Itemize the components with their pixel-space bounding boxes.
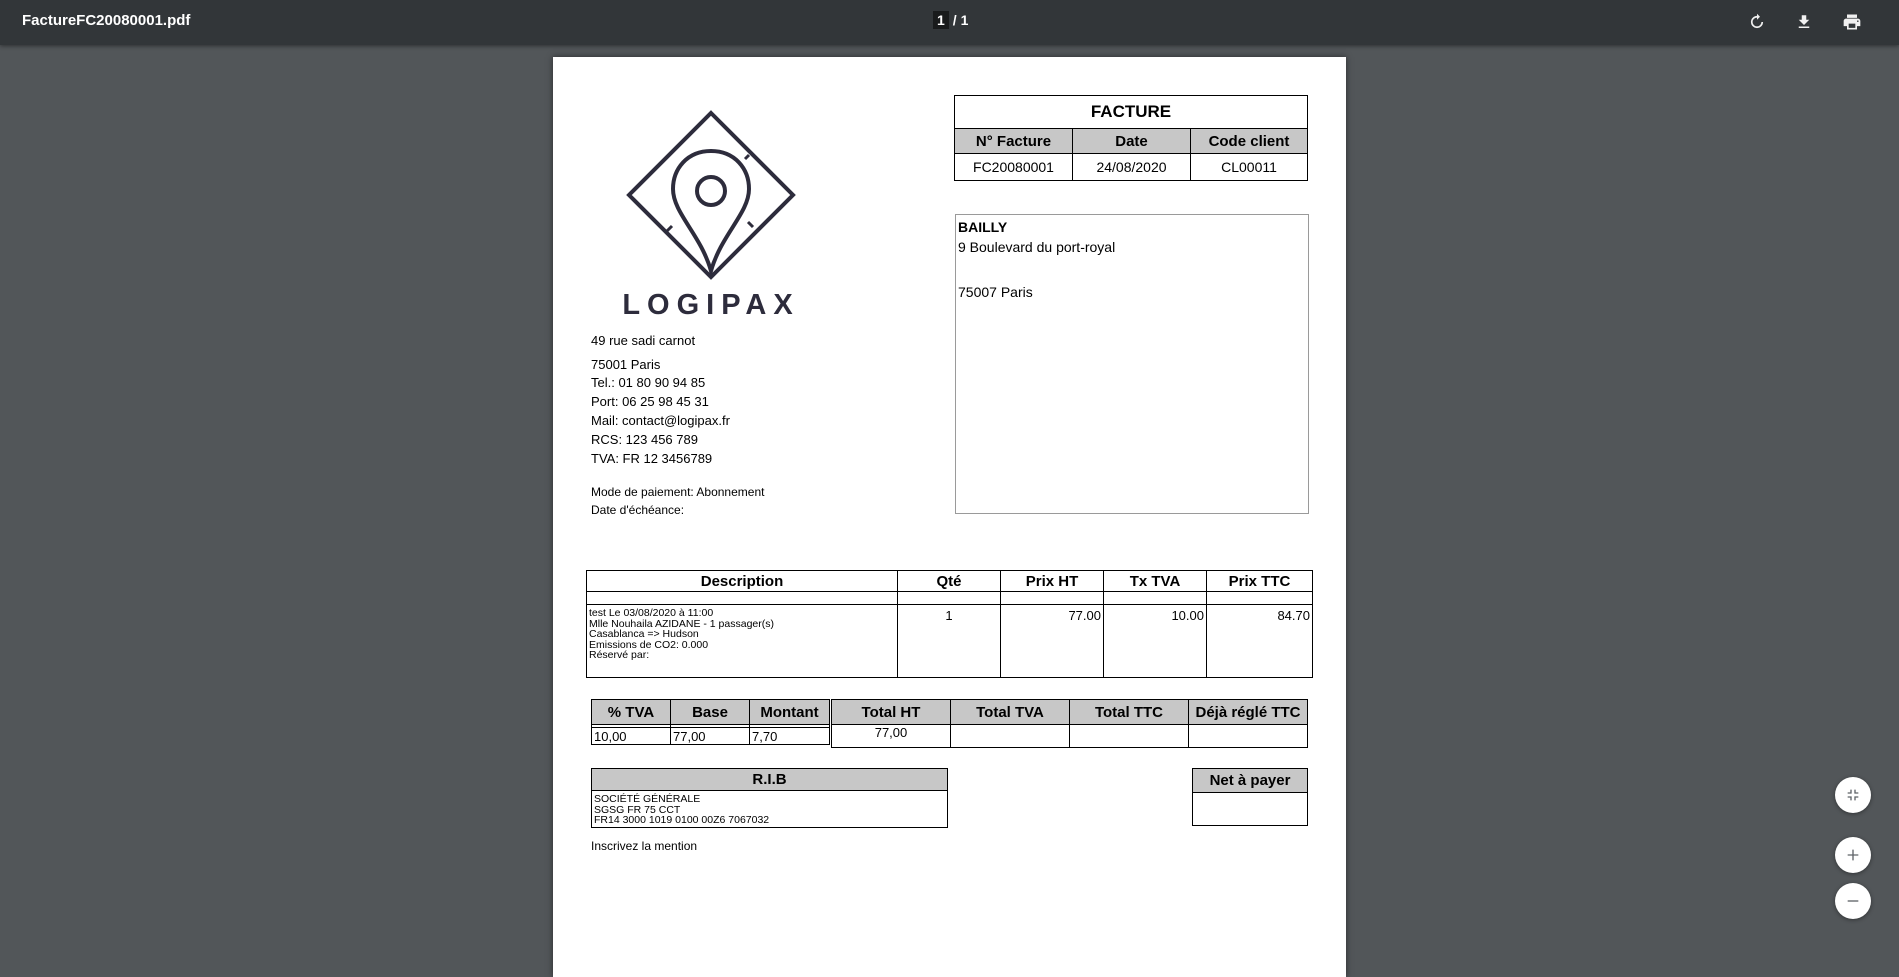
- company-port: Port: 06 25 98 45 31: [591, 394, 709, 409]
- table-row: [587, 605, 1313, 678]
- col-client-code: Code client: [1191, 129, 1308, 154]
- fit-page-button[interactable]: [1835, 777, 1871, 813]
- print-button[interactable]: [1840, 10, 1864, 34]
- col-total-ttc: Total TTC: [1070, 700, 1189, 725]
- page-current-input[interactable]: 1: [933, 11, 949, 29]
- desc-line: Emissions de CO2: 0.000: [589, 638, 709, 651]
- rib-bank: SOCIÉTÉ GÉNÉRALE: [594, 793, 701, 805]
- logipax-logo-icon: [621, 109, 801, 289]
- page-indicator: [933, 12, 968, 28]
- due-date: Date d'échéance:: [591, 503, 685, 517]
- rib-code: SGSG FR 75 CCT: [594, 803, 681, 816]
- line-price-ht: 77.00: [1001, 605, 1104, 678]
- net-to-pay-title: Net à payer: [1193, 769, 1308, 793]
- totals-table: [831, 699, 1308, 748]
- col-vat-base: Base: [671, 700, 750, 725]
- invoice-title: FACTURE: [955, 96, 1308, 129]
- file-title: FactureFC20080001.pdf: [22, 12, 191, 29]
- vat-amount-value: 7,70: [750, 728, 830, 745]
- total-ht-value: 77,00: [832, 725, 951, 748]
- col-already-paid: Déjà réglé TTC: [1189, 700, 1308, 725]
- line-vat-rate: 10.00: [1104, 605, 1207, 678]
- net-to-pay-value: [1193, 793, 1308, 826]
- desc-line: test Le 03/08/2020 à 11:00: [589, 607, 714, 619]
- fit-page-icon: [1845, 787, 1861, 803]
- invoice-number: FC20080001: [955, 154, 1073, 181]
- col-vat-rate: Tx TVA: [1104, 571, 1207, 592]
- rotate-icon: [1748, 13, 1766, 31]
- client-street: 9 Boulevard du port-royal: [958, 239, 1116, 255]
- rib-title: R.I.B: [592, 769, 948, 791]
- client-code: CL00011: [1191, 154, 1308, 181]
- logo-text: LOGIPAX: [622, 289, 800, 321]
- company-address-line2: 75001 Paris: [591, 357, 661, 372]
- desc-line: Casablanca => Hudson: [589, 628, 699, 640]
- print-icon: [1842, 12, 1862, 32]
- already-paid-value: [1189, 725, 1308, 748]
- company-tva: TVA: FR 12 3456789: [591, 451, 713, 466]
- payment-mode: Mode de paiement: Abonnement: [591, 485, 765, 499]
- col-invoice-date: Date: [1073, 129, 1191, 154]
- line-description: [587, 605, 898, 678]
- footer-note: Inscrivez la mention: [591, 839, 698, 853]
- col-total-tva: Total TVA: [951, 700, 1070, 725]
- download-icon: [1795, 13, 1813, 31]
- col-total-ht: Total HT: [832, 700, 951, 725]
- client-name: BAILLY: [958, 219, 1008, 235]
- col-price-ttc: Prix TTC: [1207, 571, 1313, 592]
- zoom-out-icon: [1845, 893, 1861, 909]
- invoice-date: 24/08/2020: [1073, 154, 1191, 181]
- net-to-pay-table: [1192, 768, 1308, 826]
- vat-percent-value: 10,00: [592, 728, 671, 745]
- company-rcs: RCS: 123 456 789: [591, 432, 698, 447]
- zoom-in-icon: [1845, 847, 1861, 863]
- rib-details: [592, 791, 948, 828]
- col-vat-percent: % TVA: [592, 700, 671, 725]
- total-ttc-value: [1070, 725, 1189, 748]
- pdf-page: [553, 57, 1346, 977]
- invoice-header-table: [954, 95, 1308, 181]
- company-mail: Mail: contact@logipax.fr: [591, 413, 730, 428]
- client-city: 75007 Paris: [958, 284, 1033, 300]
- col-price-ht: Prix HT: [1001, 571, 1104, 592]
- download-button[interactable]: [1792, 10, 1816, 34]
- desc-line: Mlle Nouhaila AZIDANE - 1 passager(s): [589, 617, 774, 630]
- zoom-out-button[interactable]: [1835, 883, 1871, 919]
- rib-iban: FR14 3000 1019 0100 00Z6 7067032: [594, 814, 770, 826]
- company-tel: Tel.: 01 80 90 94 85: [591, 375, 706, 390]
- pdf-toolbar: [0, 0, 1899, 45]
- col-invoice-number: N° Facture: [955, 129, 1073, 154]
- page-total: / 1: [952, 12, 969, 28]
- rib-table: [591, 768, 948, 828]
- zoom-in-button[interactable]: [1835, 837, 1871, 873]
- desc-line: Réservé par:: [589, 649, 650, 661]
- vat-table: [591, 699, 830, 745]
- vat-base-value: 77,00: [671, 728, 750, 745]
- client-address-box: [955, 214, 1309, 514]
- col-qty: Qté: [898, 571, 1001, 592]
- total-tva-value: [951, 725, 1070, 748]
- line-price-ttc: 84.70: [1207, 605, 1313, 678]
- invoice-lines-table: [586, 570, 1313, 678]
- col-description: Description: [587, 571, 898, 592]
- rotate-button[interactable]: [1745, 10, 1769, 34]
- line-qty: 1: [898, 605, 1001, 678]
- col-vat-amount: Montant: [750, 700, 830, 725]
- company-address-line1: 49 rue sadi carnot: [591, 333, 696, 348]
